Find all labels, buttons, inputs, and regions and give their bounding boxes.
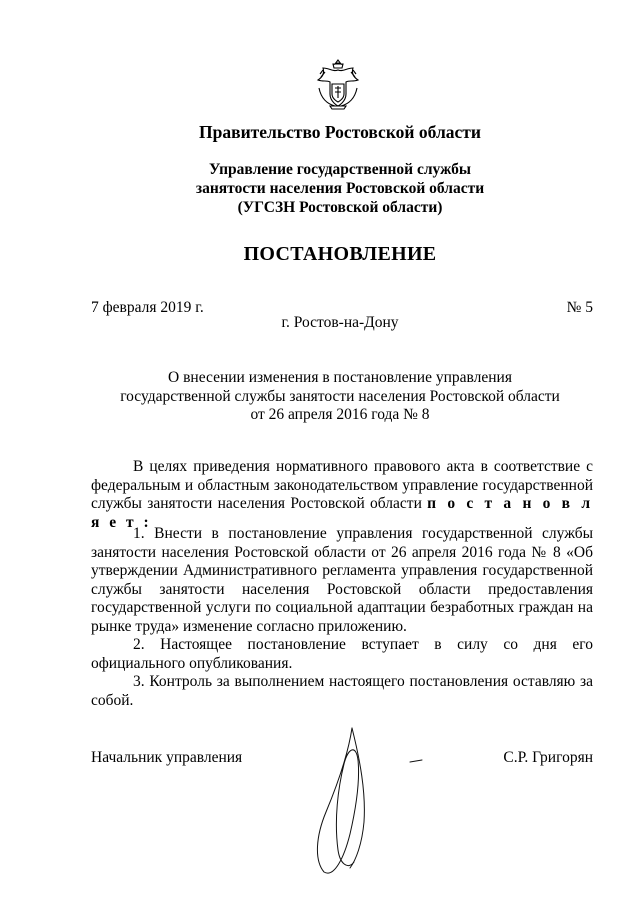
preamble-text xyxy=(91,458,593,532)
document-number: № 5 xyxy=(566,299,593,316)
document-date: 7 февраля 2019 г. xyxy=(91,299,204,316)
preamble-body: В целях приведения нормативного правового акта в соответствие с федеральным и областным законодательством управление государственной службы занятости населения Ростовской области xyxy=(91,458,593,512)
department-line: занятости населения Ростовской области xyxy=(195,180,485,197)
department-line: Управление государственной службы xyxy=(209,161,471,178)
item-3: 3. Контроль за выполнением настоящего постановления оставляю за собой. xyxy=(91,673,593,709)
department-name xyxy=(0,160,640,217)
title-line: от 26 апреля 2016 года № 8 xyxy=(250,406,430,423)
department-abbreviation: (УГСЗН Ростовской области) xyxy=(237,199,443,216)
document-city: г. Ростов-на-Дону xyxy=(281,314,399,331)
signatory-position: Начальник управления xyxy=(91,749,243,766)
decree-word: п о с т а н о в л я е т : xyxy=(91,495,594,531)
item-1: 1. Внести в постановление управления государственной службы занятости населения Ростовской области от 26 апреля 2016 года № 8 «Об утверждении Административного регламента управления государственной службы занятости населения Ростовской области предоставления государственной услуги по социальной адаптации безработных граждан на рынке труда» изменение согласно приложению. xyxy=(91,525,593,635)
coat-of-arms-icon xyxy=(315,58,361,110)
item-2: 2. Настоящее постановление вступает в силу со дня его официального опубликования. xyxy=(91,636,593,672)
preamble-paragraph xyxy=(91,458,593,532)
title-line: государственной службы занятости населения Ростовской области xyxy=(120,387,560,405)
government-name: Правительство Ростовской области xyxy=(199,122,481,142)
title-line: О внесении изменения в постановление управления xyxy=(168,369,512,386)
operative-items xyxy=(91,525,593,710)
handwritten-signature-icon xyxy=(300,700,430,875)
document-title xyxy=(0,369,640,425)
document-type: ПОСТАНОВЛЕНИЕ xyxy=(243,243,437,265)
signatory-name: С.Р. Григорян xyxy=(503,749,593,766)
